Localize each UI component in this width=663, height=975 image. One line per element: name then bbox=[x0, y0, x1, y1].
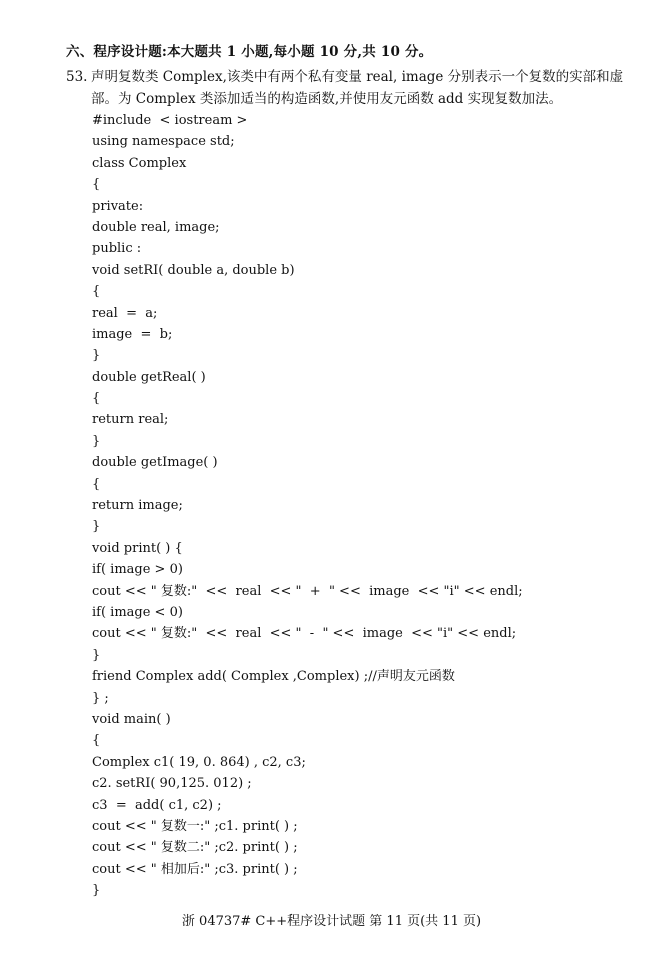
code-line: void main( ) bbox=[92, 711, 171, 727]
code-line: { bbox=[92, 284, 101, 300]
question-number: 53. bbox=[66, 69, 88, 85]
code-line: return real; bbox=[92, 412, 169, 428]
code-line: { bbox=[92, 733, 101, 749]
code-line: image = b; bbox=[92, 326, 173, 342]
code-line: c2. setRI( 90,125. 012) ; bbox=[92, 776, 252, 792]
code-line: cout << " 复数二:" ;c2. print( ) ; bbox=[92, 840, 298, 856]
code-line: class Complex bbox=[92, 155, 187, 171]
code-line: if( image < 0) bbox=[92, 604, 183, 620]
code-line: } ; bbox=[92, 690, 109, 706]
code-line: double real, image; bbox=[92, 219, 220, 235]
code-line: #include < iostream > bbox=[92, 113, 248, 128]
code-line: c3 = add( c1, c2) ; bbox=[92, 797, 222, 813]
code-line: private: bbox=[92, 198, 144, 214]
question-text: 声明复数类 Complex,该类中有两个私有变量 real, image 分别表示一个复数的实部和虚部。为 Complex 类添加适当的构造函数,并使用友元函数 add 实现复数加法。 bbox=[91, 69, 624, 107]
code-line: } bbox=[92, 519, 101, 535]
code-line: } bbox=[92, 348, 101, 364]
code-line: } bbox=[92, 647, 101, 663]
code-line: { bbox=[92, 391, 101, 407]
code-line: cout << " 复数一:" ;c1. print( ) ; bbox=[92, 818, 298, 834]
code-block bbox=[92, 110, 632, 901]
code-line: } bbox=[92, 883, 101, 899]
code-line: double getReal( ) bbox=[92, 369, 206, 385]
code-line: real = a; bbox=[92, 305, 158, 321]
page-footer: 浙 04737# C++程序设计试题 第 11 页(共 11 页) bbox=[181, 914, 482, 929]
code-line: } bbox=[92, 433, 101, 449]
code-line: cout << " 复数:" << real << " + " << image << "i" << endl; bbox=[92, 583, 523, 599]
code-line: friend Complex add( Complex ,Complex) ;//声明友元函数 bbox=[92, 669, 455, 685]
code-line: void print( ) { bbox=[92, 540, 183, 556]
code-line: if( image > 0) bbox=[92, 562, 183, 578]
code-line: void setRI( double a, double b) bbox=[92, 262, 295, 278]
code-line: cout << " 复数:" << real << " - " << image << "i" << endl; bbox=[92, 626, 517, 642]
code-line: { bbox=[92, 177, 101, 193]
section-heading: 六、程序设计题:本大题共 1 小题,每小题 10 分,共 10 分。 bbox=[66, 44, 433, 60]
code-line: using namespace std; bbox=[92, 134, 235, 150]
code-line: double getImage( ) bbox=[92, 455, 218, 471]
question-53 bbox=[66, 66, 626, 110]
code-line: return image; bbox=[92, 498, 183, 514]
code-line: { bbox=[92, 476, 101, 492]
code-line: cout << " 相加后:" ;c3. print( ) ; bbox=[92, 861, 298, 877]
code-line: public : bbox=[92, 241, 142, 257]
code-line: Complex c1( 19, 0. 864) , c2, c3; bbox=[92, 754, 306, 770]
